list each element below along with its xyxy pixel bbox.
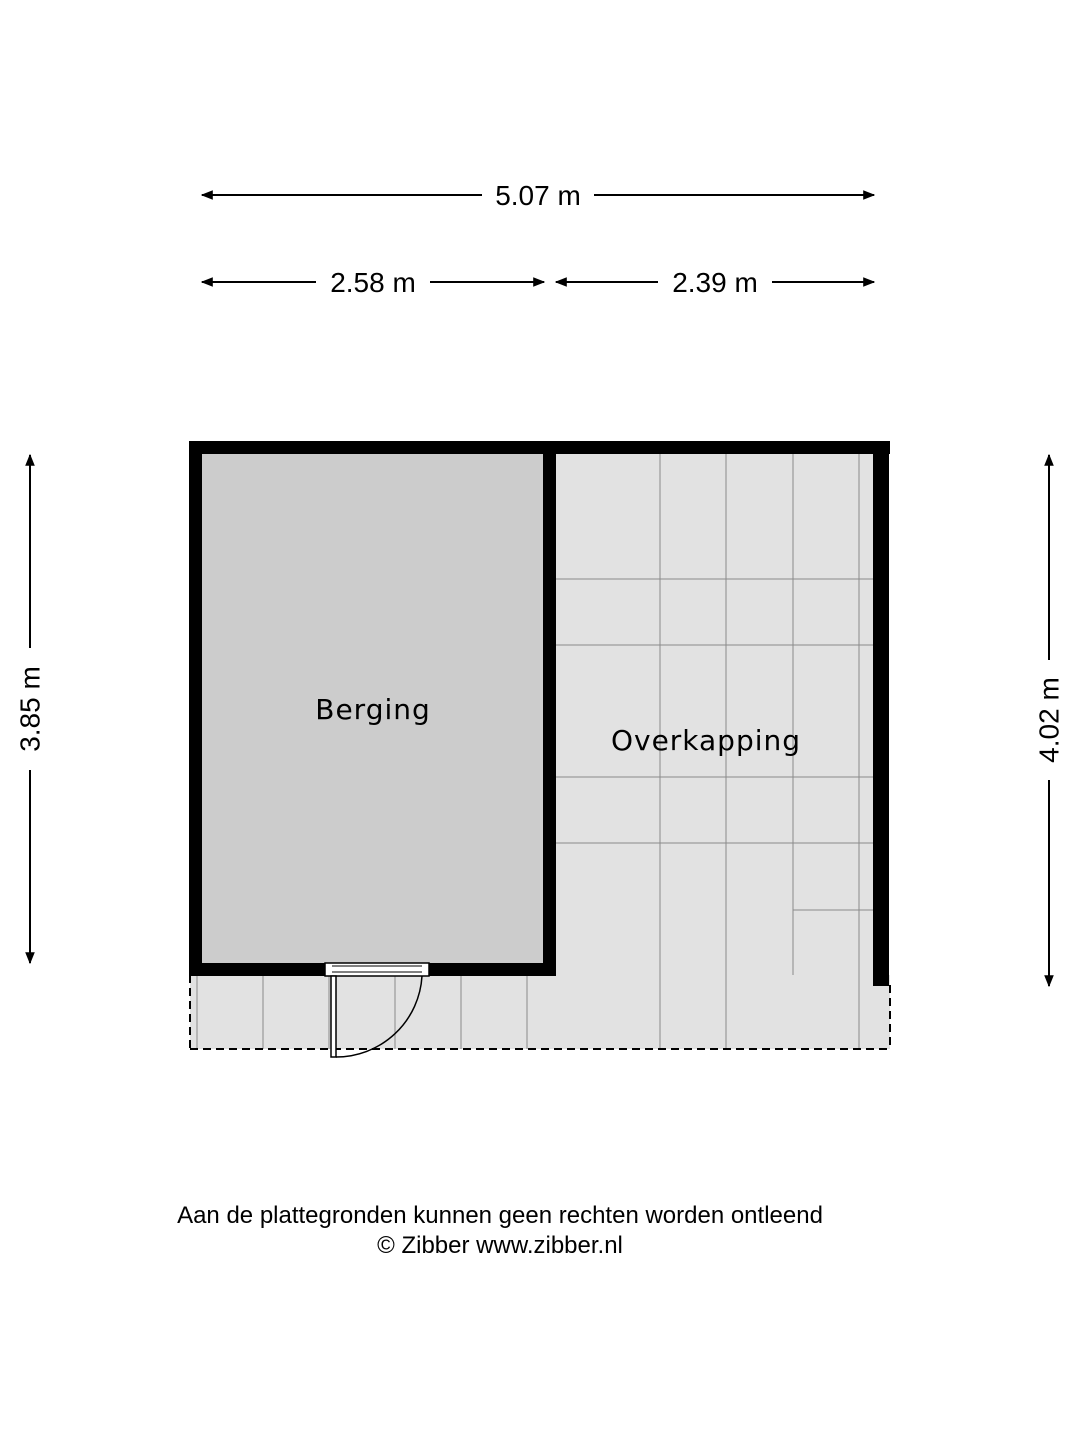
terrace-strip bbox=[190, 975, 890, 1049]
room-label-overkapping: Overkapping bbox=[610, 724, 802, 757]
copyright-text: © Zibber www.zibber.nl bbox=[377, 1232, 623, 1259]
total-width-label: 5.07 m bbox=[495, 180, 581, 211]
left-height-label: 3.85 m bbox=[14, 666, 46, 752]
room-label-berging: Berging bbox=[315, 693, 431, 726]
right-height-label: 4.02 m bbox=[1033, 677, 1065, 763]
dimension-right-width bbox=[556, 267, 874, 298]
dimension-left-height bbox=[15, 455, 46, 963]
door-leaf bbox=[331, 976, 336, 1057]
dimension-total-width bbox=[202, 180, 874, 211]
right-width-label: 2.39 m bbox=[672, 267, 758, 298]
left-width-label: 2.58 m bbox=[330, 267, 416, 298]
disclaimer-text: Aan de plattegronden kunnen geen rechten worden ontleend bbox=[177, 1202, 823, 1229]
dimension-left-width bbox=[202, 267, 544, 298]
dimension-right-height bbox=[1034, 455, 1065, 986]
